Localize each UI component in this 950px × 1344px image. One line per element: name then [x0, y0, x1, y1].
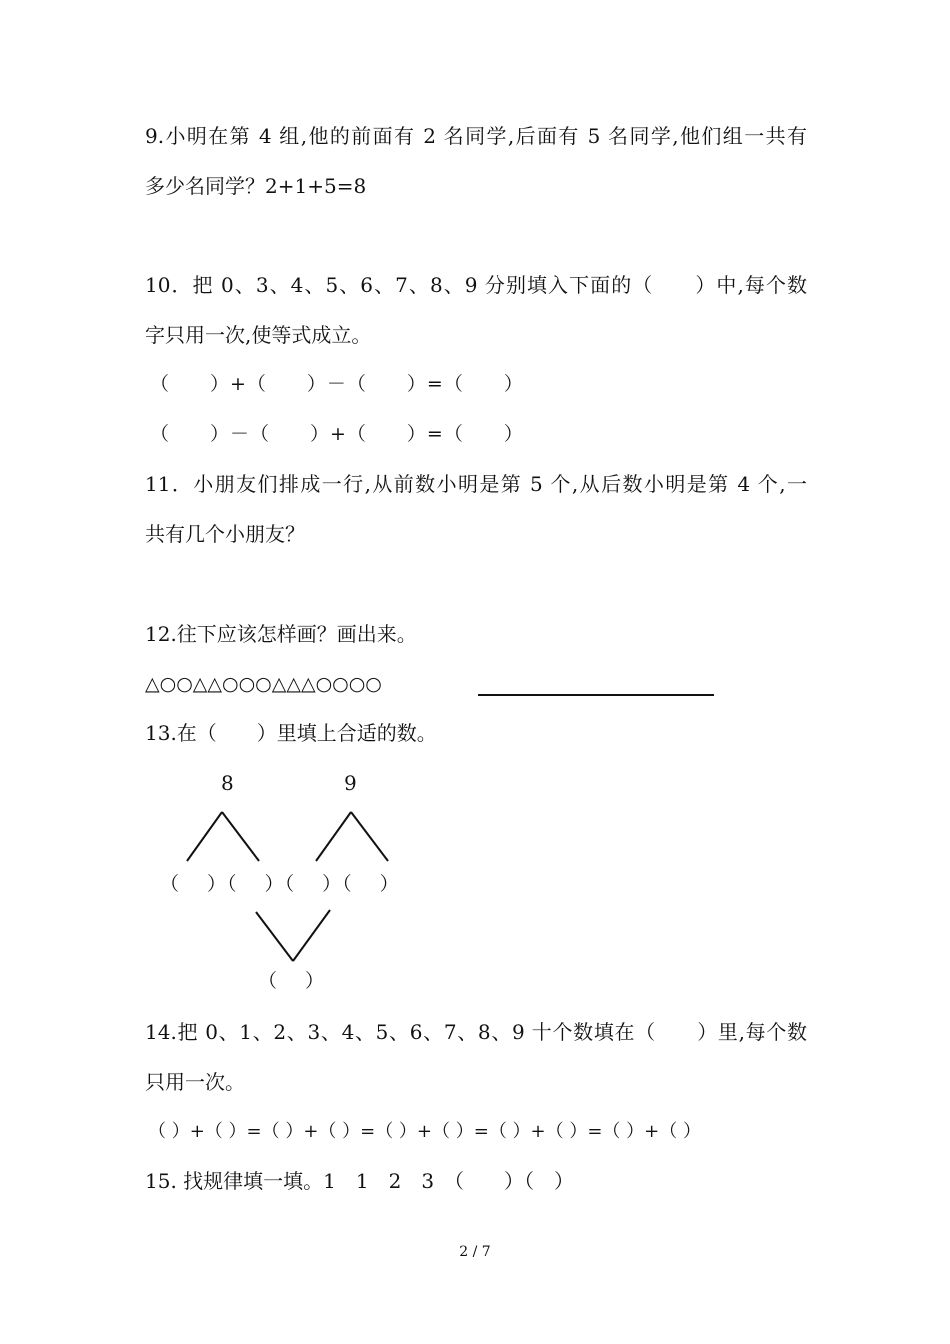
q10-equation-1: （ ）+（ ）－（ ）=（ ）	[150, 373, 524, 395]
q14-equation: （ ）+（ ）=（ ）+（ ）=（ ）+（ ）=（ ）+（ ）=（ ）+（ ）	[148, 1121, 701, 1142]
q13-line1: 13.在（ ）里填上合适的数。	[145, 721, 437, 745]
q13-middle-blanks: （ ）（ ）（ ）（ ）	[160, 873, 400, 895]
q13-top-right-number: 9	[344, 771, 357, 795]
q9-line1: 9.小明在第 4 组,他的前面有 2 名同学,后面有 5 名同学,他们组一共有	[145, 124, 807, 148]
q12-line1: 12.往下应该怎样画？画出来。	[145, 622, 417, 646]
q13-bottom-blank: （ ）	[258, 970, 326, 992]
q13-top-left-number: 8	[221, 771, 234, 795]
q14-line2: 只用一次。	[145, 1070, 245, 1094]
q9-line2: 多少名同学？2+1+5=8	[145, 174, 367, 198]
q15-line1: 15. 找规律填一填。1 1 2 3 （ ）（ ）	[145, 1169, 575, 1193]
q12-shape-sequence: △○○△△○○○△△△○○○○	[145, 673, 382, 695]
q10-equation-2: （ ）－（ ）+（ ）=（ ）	[150, 423, 524, 445]
q14-line1: 14.把 0、1、2、3、4、5、6、7、8、9 十个数填在（ ）里,每个数	[145, 1020, 807, 1044]
q11-line1: 11．小朋友们排成一行,从前数小明是第 5 个,从后数小明是第 4 个,一	[145, 472, 807, 496]
page-number: 2 / 7	[459, 1244, 491, 1260]
q11-line2: 共有几个小朋友？	[145, 522, 305, 546]
q10-line1: 10．把 0、3、4、5、6、7、8、9 分别填入下面的（ ）中,每个数	[145, 273, 807, 297]
q10-line2: 字只用一次,使等式成立。	[145, 323, 372, 347]
